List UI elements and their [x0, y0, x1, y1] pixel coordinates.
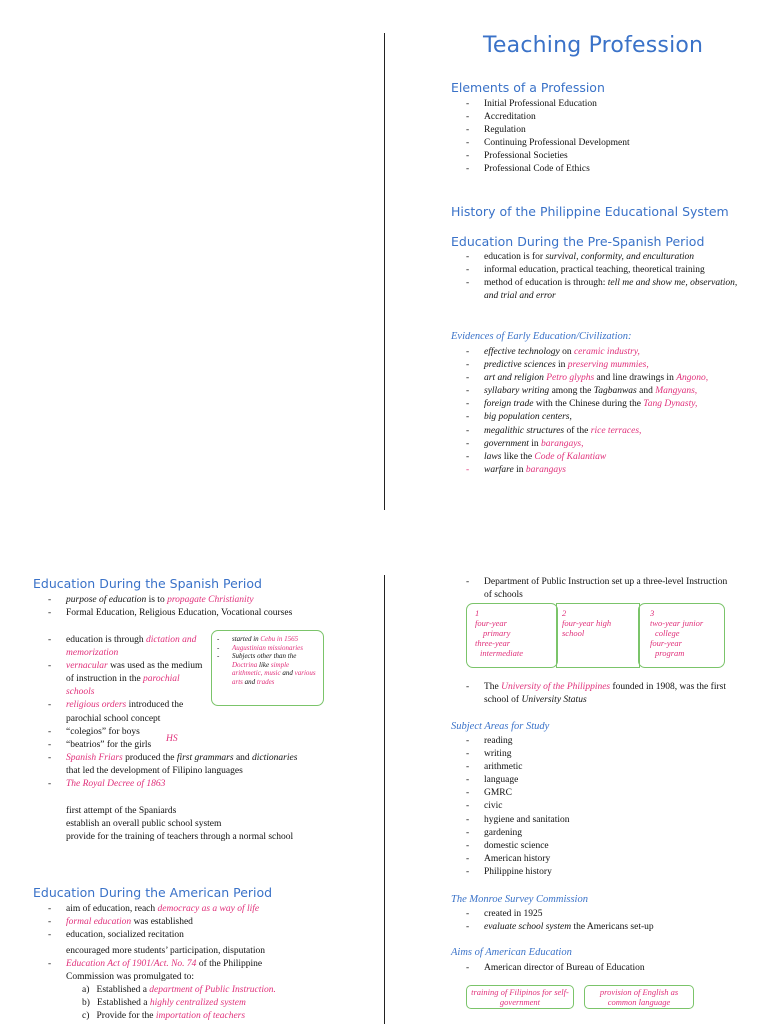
list-item: - big population centers, — [466, 411, 761, 424]
list-item: - laws like the Code of Kalantiaw — [466, 451, 761, 464]
list-item: - started in Cebu in 1565 — [217, 635, 319, 644]
royal-decree-details: first attempt of the Spaniards establish an overall public school system provide for the training of teachers through a normal school — [66, 806, 294, 843]
aims-list — [466, 962, 736, 975]
hs-annotation: HS — [166, 734, 178, 744]
history-heading: History of the Philippine Educational System — [451, 204, 729, 219]
aim-pill-self-government: training of Filipinos for self-government — [466, 985, 574, 1009]
list-item: - purpose of education is to propagate Christianity — [48, 594, 298, 607]
sublist-item-c: c) Provide for the importation of teachers — [82, 1011, 246, 1022]
aims-heading: Aims of American Education — [451, 947, 572, 958]
list-item: - arithmetic — [466, 761, 666, 774]
american-sublist — [82, 984, 322, 1023]
list-item: - syllabary writing among the Tagbanwas and Mangyans, — [466, 385, 761, 398]
subject-areas-heading: Subject Areas for Study — [451, 721, 550, 732]
list-item: - effective technology on ceramic industry, — [466, 346, 761, 359]
list-item: - religious orders introduced the parochial school concept — [48, 699, 204, 725]
list-item: - Department of Public Instruction set up a three-level Instruction of schools — [466, 576, 736, 602]
evidences-heading: Evidences of Early Education/Civilization: — [451, 331, 632, 342]
list-item: - reading — [466, 735, 666, 748]
sublist-item-b: b) Established a highly centralized system — [82, 998, 246, 1009]
list-item: - evaluate school system the Americans set-up — [466, 921, 736, 934]
list-item: - domestic science — [466, 840, 666, 853]
list-item: - language — [466, 774, 666, 787]
list-item: - education, socialized recitation — [48, 929, 298, 942]
elements-list — [466, 98, 756, 177]
aim-pill-english: provision of English as common language — [584, 985, 694, 1009]
list-item: - Augustinian missionaries — [217, 644, 319, 653]
spanish-list-narrow — [48, 634, 204, 752]
list-item: - Subjects other than the Doctrina like simple arithmetic, music and various arts and trades — [217, 652, 319, 686]
list-item: - The Royal Decree of 1863 — [48, 778, 298, 791]
list-item: - Professional Societies — [466, 150, 756, 163]
list-item: - writing — [466, 748, 666, 761]
spanish-list-top — [48, 594, 298, 620]
american-list — [48, 903, 298, 942]
subject-list — [466, 735, 666, 879]
level-3-text: 3 two-year junior college four-year program — [650, 608, 704, 658]
list-item: - Professional Code of Ethics — [466, 163, 756, 176]
spanish-note-list — [217, 635, 319, 687]
elements-heading: Elements of a Profession — [451, 80, 605, 95]
level-1-text: 1 four-year primary three-year intermediate — [475, 608, 523, 658]
list-item: - aim of education, reach democracy as a way of life — [48, 903, 298, 916]
page-title: Teaching Profession — [483, 33, 704, 58]
american-list-2 — [48, 958, 298, 984]
list-item: - Continuing Professional Development — [466, 137, 756, 150]
list-item: - Accreditation — [466, 111, 756, 124]
level-2-text: 2 four-year high school — [562, 608, 612, 638]
monroe-heading: The Monroe Survey Commission — [451, 894, 588, 905]
american-heading: Education During the American Period — [33, 885, 273, 900]
list-item: - education is for survival, conformity, and enculturation — [466, 251, 751, 264]
list-item: - formal education was established — [48, 916, 298, 929]
list-item: - method of education is through: tell me and show me, observation, and trial and error — [466, 277, 751, 303]
list-item: - GMRC — [466, 787, 666, 800]
list-item: - predictive sciences in preserving mummies, — [466, 359, 761, 372]
list-item: - “colegios” for boys — [48, 726, 204, 739]
list-item: - warfare in barangays — [466, 464, 761, 477]
list-item: - “beatrios” for the girls — [48, 739, 204, 752]
list-item: - education is through dictation and memorization — [48, 634, 204, 660]
list-item: - government in barangays, — [466, 438, 761, 451]
sublist-item-a: a) Established a department of Public Instruction. — [82, 985, 276, 995]
list-item: - Philippine history — [466, 866, 666, 879]
list-item: - American history — [466, 853, 666, 866]
list-item: - The University of the Philippines founded in 1908, was the first school of University Status — [466, 681, 741, 707]
dpi-list — [466, 576, 736, 602]
list-item: - Initial Professional Education — [466, 98, 756, 111]
list-item: - informal education, practical teaching, theoretical training — [466, 264, 751, 277]
list-item: - created in 1925 — [466, 908, 736, 921]
list-item: - Formal Education, Religious Education, Vocational courses — [48, 607, 298, 620]
list-item: - megalithic structures of the rice terraces, — [466, 425, 761, 438]
american-detail: encouraged more students’ participation, disputation — [66, 946, 266, 956]
up-list — [466, 681, 741, 707]
list-item: - civic — [466, 800, 666, 813]
prespanish-list — [466, 251, 751, 303]
list-item: - Regulation — [466, 124, 756, 137]
list-item: - Education Act of 1901/Act. No. 74 of the Philippine Commission was promulgated to: — [48, 958, 298, 984]
column-divider-bottom — [384, 575, 385, 1024]
list-item: - art and religion Petro glyphs and line drawings in Angono, — [466, 372, 761, 385]
prespanish-heading: Education During the Pre-Spanish Period — [451, 234, 705, 249]
list-item: - foreign trade with the Chinese during the Tang Dynasty, — [466, 398, 761, 411]
list-item: - American director of Bureau of Education — [466, 962, 736, 975]
list-item: - vernacular was used as the medium of instruction in the parochial schools — [48, 660, 204, 699]
list-item: - hygiene and sanitation — [466, 814, 666, 827]
list-item: - gardening — [466, 827, 666, 840]
column-divider-top — [384, 33, 385, 510]
spanish-list-bottom — [48, 752, 298, 791]
list-item: - Spanish Friars produced the first grammars and dictionaries that led the development of Filipino languages — [48, 752, 298, 778]
spanish-heading: Education During the Spanish Period — [33, 576, 262, 591]
evidences-list — [466, 346, 761, 477]
monroe-list — [466, 908, 736, 934]
